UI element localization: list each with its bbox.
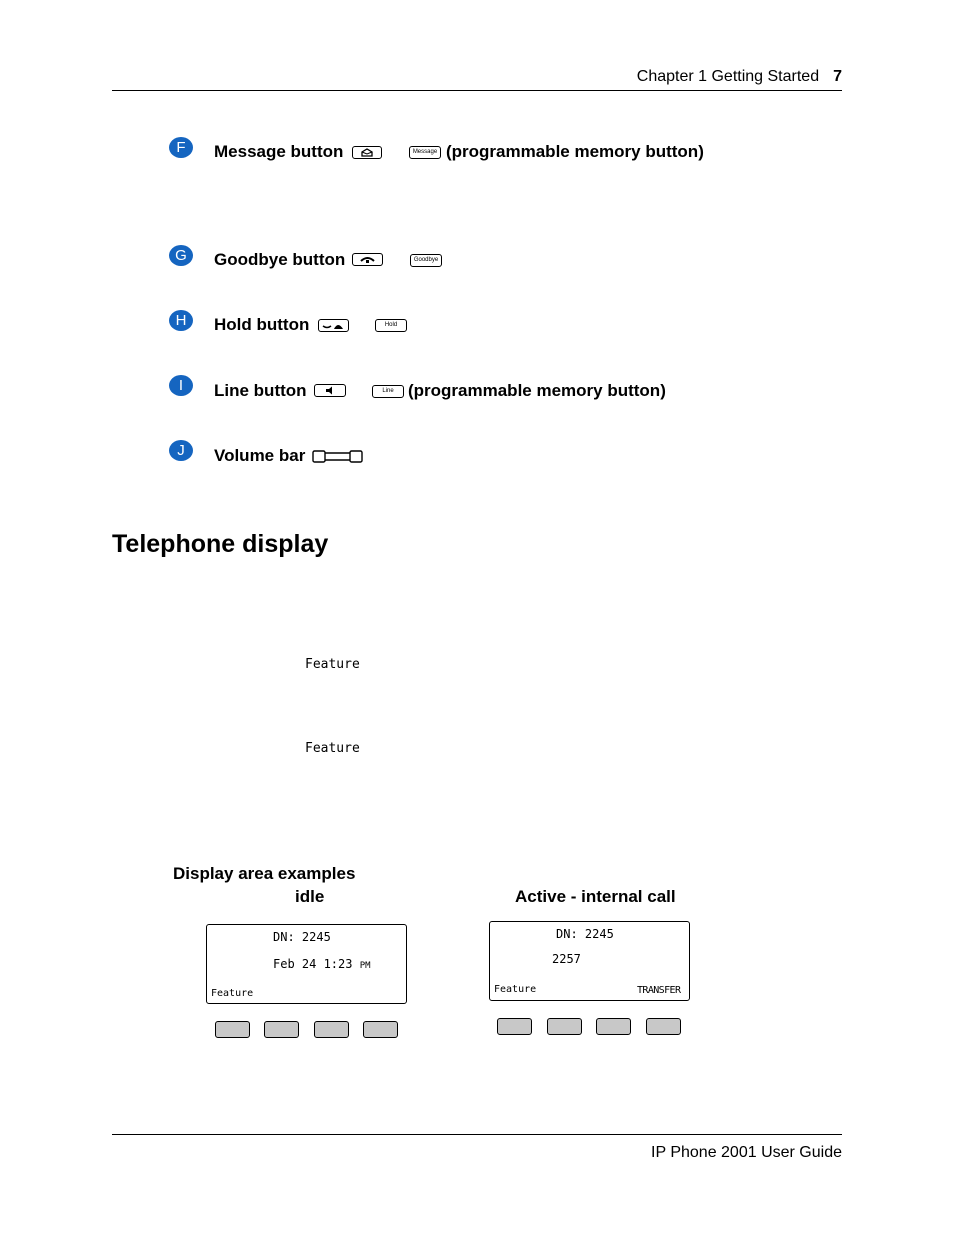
line-memory-key-icon: Line — [372, 385, 404, 398]
section-title: Telephone display — [112, 530, 329, 558]
active-softkey-4[interactable] — [646, 1018, 681, 1035]
badge-j: J — [169, 440, 193, 461]
idle-caption: idle — [295, 887, 325, 906]
hold-memory-key-icon: Hold — [375, 319, 407, 332]
idle-softkey-4[interactable] — [363, 1021, 398, 1038]
message-button-label: Message button — [214, 142, 344, 161]
handset-down-icon — [353, 254, 382, 265]
idle-softkey-label: Feature — [211, 988, 254, 999]
line-button-label: Line button — [214, 381, 307, 400]
badge-i: I — [169, 375, 193, 396]
active-softkey-2[interactable] — [547, 1018, 582, 1035]
speaker-icon — [315, 385, 345, 396]
footer-rule — [112, 1134, 842, 1135]
running-header — [637, 68, 842, 86]
idle-softkey-3[interactable] — [314, 1021, 349, 1038]
active-softkey-3[interactable] — [596, 1018, 631, 1035]
active-softkey-right: TRANSFER — [637, 985, 681, 996]
header-rule — [112, 90, 842, 91]
volume-bar-label: Volume bar — [214, 446, 306, 465]
active-dn-line: DN: 2245 — [556, 927, 614, 941]
idle-date-time — [273, 957, 371, 971]
volume-bar-icon — [312, 449, 365, 464]
footer-guide-title: IP Phone 2001 User Guide — [651, 1144, 842, 1161]
idle-ampm: PM — [359, 961, 371, 971]
idle-display-screen — [206, 924, 407, 1004]
idle-dn-line: DN: 2245 — [273, 930, 331, 944]
line-programmable-note: (programmable memory button) — [408, 381, 666, 400]
goodbye-key-icon — [352, 253, 383, 266]
idle-date-time-text: Feb 24 1:23 — [273, 957, 353, 971]
badge-g: G — [169, 245, 193, 266]
idle-softkey-1[interactable] — [215, 1021, 250, 1038]
page-number: 7 — [833, 68, 842, 85]
active-caller-number: 2257 — [552, 952, 581, 966]
badge-h: H — [169, 310, 193, 331]
line-key-icon — [314, 384, 346, 397]
goodbye-button-label: Goodbye button — [214, 250, 346, 269]
idle-softkey-2[interactable] — [264, 1021, 299, 1038]
active-softkey-1[interactable] — [497, 1018, 532, 1035]
message-programmable-note: (programmable memory button) — [446, 142, 704, 161]
feature-word-1: Feature — [305, 657, 360, 672]
feature-word-2: Feature — [305, 741, 360, 756]
badge-f: F — [169, 137, 193, 158]
message-memory-key-icon: Message — [409, 146, 441, 159]
active-softkey-left: Feature — [494, 984, 537, 995]
envelope-icon — [353, 147, 381, 158]
hold-key-icon — [318, 319, 349, 332]
hold-handset-icon — [319, 320, 348, 331]
chapter-title: Chapter 1 Getting Started — [636, 68, 820, 85]
goodbye-memory-key-icon: Goodbye — [410, 254, 442, 267]
hold-button-label: Hold button — [214, 315, 310, 334]
active-display-screen — [489, 921, 690, 1001]
display-examples-caption: Display area examples — [173, 864, 356, 883]
active-caption: Active - internal call — [515, 887, 676, 906]
message-key-icon — [352, 146, 382, 159]
